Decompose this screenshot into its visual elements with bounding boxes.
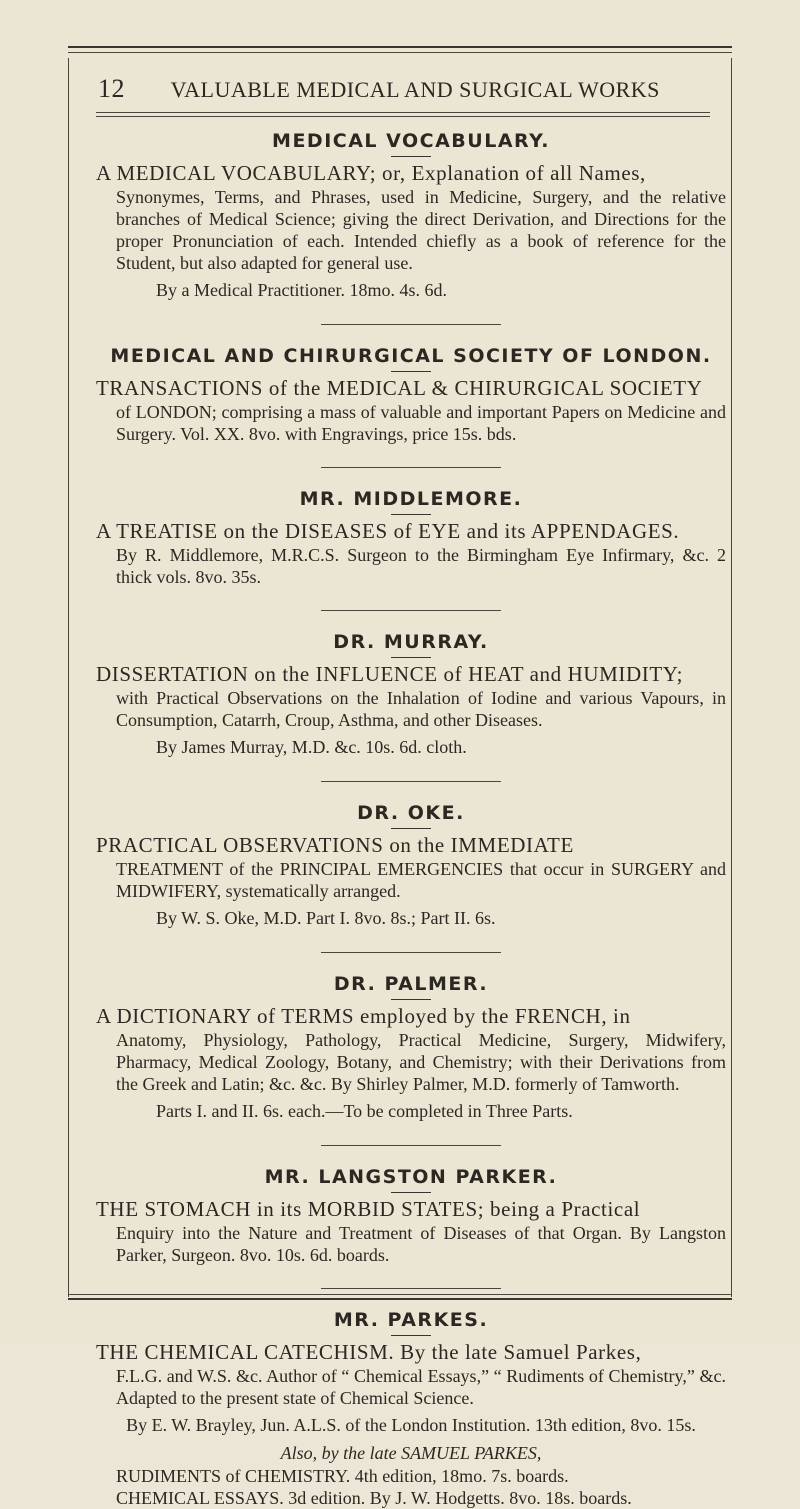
entry-extra-rudiments: RUDIMENTS of CHEMISTRY. 4th edition, 18mo. 7s. boards. [116,1466,569,1486]
entry-langston-parker [96,1166,726,1266]
entry-author: By James Murray, M.D. &c. 10s. 6d. cloth. [156,737,467,757]
header-rule [96,112,710,113]
section-title: MR. LANGSTON PARKER. [264,1166,558,1188]
section-title: DR. MURRAY. [333,631,489,653]
entry-body: Synonymes, Terms, and Phrases, used in Medicine, Surgery, and the relative branches of Medical Science; giving the direct Derivation, and Directions for the proper Pronunciation of each. Intended chiefly as a book of reference for the Student, but also adapted for general use. [116,187,726,273]
entry-author: By a Medical Practitioner. 18mo. 4s. 6d. [156,280,447,300]
title-dash [391,999,431,1000]
title-dash [391,514,431,515]
page-number: 12 [98,74,125,103]
section-title: MR. PARKES. [333,1309,489,1331]
entry-body: Enquiry into the Nature and Treatment of Diseases of that Organ. By Langston Parker, Surgeon. 8vo. 10s. 6d. boards. [116,1223,726,1265]
entry-lead: THE STOMACH in its MORBID STATES; being a Practical [96,1197,641,1221]
entry-lead: DISSERTATION on the INFLUENCE of HEAT and HUMIDITY; [96,662,684,686]
section-title: MEDICAL AND CHIRURGICAL SOCIETY OF LONDON. [110,345,712,367]
section-title: DR. PALMER. [333,973,489,995]
right-border-line [731,58,732,1297]
entry-body: By R. Middlemore, M.R.C.S. Surgeon to the Birmingham Eye Infirmary, &c. 2 thick vols. 8vo. 35s. [116,545,726,587]
entry-body: Anatomy, Physiology, Pathology, Practical Medicine, Surgery, Midwifery, Pharmacy, Medical Zoology, Botany, and Chemistry; with their Derivations from the Greek and Latin; &c. &c. By Shirley Palmer, M.D. formerly of Tamworth. [116,1030,726,1094]
entry-oke [96,802,726,930]
entry-murray [96,631,726,759]
title-dash [391,828,431,829]
bottom-border-rule-outer [68,1298,732,1300]
title-dash [391,1335,431,1336]
entry-body: TREATMENT of the PRINCIPAL EMERGENCIES that occur in SURGERY and MIDWIFERY, systematically arranged. [116,859,726,901]
entry-lead: PRACTICAL OBSERVATIONS on the IMMEDIATE [96,833,574,857]
header-rule-2 [96,116,710,117]
entry-author: By E. W. Brayley, Jun. A.L.S. of the London Institution. 13th edition, 8vo. 15s. [126,1415,696,1435]
section-title: MR. MIDDLEMORE. [299,488,523,510]
entry-author: Parts I. and II. 6s. each.—To be completed in Three Parts. [156,1101,573,1121]
entry-author: By W. S. Oke, M.D. Part I. 8vo. 8s.; Part II. 6s. [156,908,496,928]
bottom-border-rule [68,1294,732,1295]
entry-lead: THE CHEMICAL CATECHISM. By the late Samuel Parkes, [96,1340,642,1364]
title-dash [391,156,431,157]
section-separator [321,781,501,782]
entry-also: Also, by the late SAMUEL PARKES, [280,1443,542,1463]
section-separator [321,952,501,953]
entry-parkes [96,1309,726,1509]
section-separator [321,1288,501,1289]
section-separator [321,610,501,611]
running-title: VALUABLE MEDICAL AND SURGICAL WORKS [170,77,660,102]
entry-lead: A DICTIONARY of TERMS employed by the FRENCH, in [96,1004,631,1028]
title-dash [391,657,431,658]
section-separator [321,324,501,325]
entry-palmer [96,973,726,1123]
entry-middlemore [96,488,726,588]
entry-lead: A MEDICAL VOCABULARY; or, Explanation of all Names, [96,161,646,185]
section-separator [321,1145,501,1146]
entry-lead: A TREATISE on the DISEASES of EYE and its APPENDAGES. [96,519,680,543]
catalogue-content [96,130,726,1509]
entry-body: of LONDON; comprising a mass of valuable and important Papers on Medicine and Surgery. Vol. XX. 8vo. with Engravings, price 15s. bds. [116,402,726,444]
title-dash [391,1192,431,1193]
title-dash [391,371,431,372]
top-border-rule-inner [68,52,732,53]
section-title: MEDICAL VOCABULARY. [272,130,550,152]
entry-lead: TRANSACTIONS of the MEDICAL & CHIRURGICAL SOCIETY [96,376,703,400]
entry-body: with Practical Observations on the Inhalation of Iodine and various Vapours, in Consumption, Catarrh, Croup, Asthma, and other Diseases. [116,688,726,730]
page-header [98,74,720,104]
left-border-line [68,58,69,1297]
section-separator [321,467,501,468]
top-border-rule [68,46,732,48]
section-title: DR. OKE. [357,802,465,824]
entry-extra-essays: CHEMICAL ESSAYS. 3d edition. By J. W. Hodgetts. 8vo. 18s. boards. [116,1488,632,1508]
entry-body: F.L.G. and W.S. &c. Author of “ Chemical Essays,” “ Rudiments of Chemistry,” &c. Adapted to the present state of Chemical Science. [116,1366,726,1408]
entry-chirurgical-society [96,345,726,445]
entry-medical-vocabulary [96,130,726,302]
